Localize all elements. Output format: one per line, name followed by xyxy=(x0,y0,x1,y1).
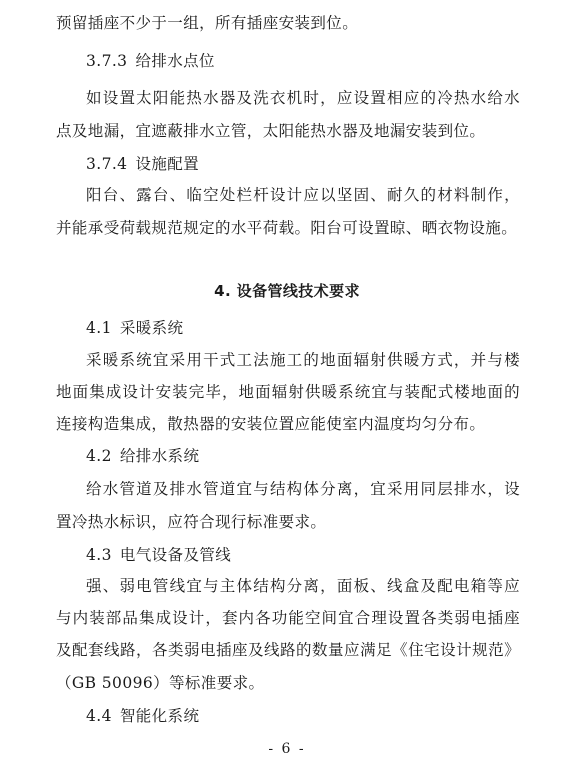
section-heading-4-1 xyxy=(86,317,183,339)
section-title: 设施配置 xyxy=(135,155,200,173)
paragraph-line: 置冷热水标识，应符合现行标准要求。 xyxy=(56,513,327,531)
section-title: 智能化系统 xyxy=(119,707,200,725)
section-heading-4-4 xyxy=(86,705,199,727)
chapter-heading: 4. 设备管线技术要求 xyxy=(214,282,360,300)
section-number: 4.1 xyxy=(86,319,112,337)
paragraph-line: 如设置太阳能热水器及洗衣机时，应设置相应的冷热水给水 xyxy=(86,89,520,107)
paragraph-line: （GB 50096）等标准要求。 xyxy=(56,674,265,692)
section-number: 4.4 xyxy=(86,707,112,725)
section-title: 给排水点位 xyxy=(135,52,215,70)
section-title: 给排水系统 xyxy=(119,447,200,465)
paragraph-line: 阳台、露台、临空处栏杆设计应以坚固、耐久的材料制作， xyxy=(86,186,520,204)
section-heading-3-7-3 xyxy=(86,50,215,72)
page-number: - 6 - xyxy=(268,741,306,757)
section-title: 电气设备及管线 xyxy=(119,546,232,564)
paragraph-line: 连接构造集成，散热器的安装位置应能使室内温度均匀分布。 xyxy=(56,415,486,433)
paragraph-line: 点及地漏，宜遮蔽排水立管，太阳能热水器及地漏安装到位。 xyxy=(56,122,486,140)
section-number: 4.2 xyxy=(86,447,112,465)
section-title: 采暖系统 xyxy=(119,319,184,337)
paragraph-line: 与内装部品集成设计，套内各功能空间宜合理设置各类弱电插座 xyxy=(56,609,520,627)
section-heading-4-3 xyxy=(86,544,231,566)
section-heading-3-7-4 xyxy=(86,153,199,175)
section-heading-4-2 xyxy=(86,445,199,467)
paragraph-line: 预留插座不少于一组，所有插座安装到位。 xyxy=(56,14,359,32)
paragraph-line: 强、弱电管线宜与主体结构分离，面板、线盒及配电箱等应 xyxy=(86,577,520,595)
paragraph-line: 并能承受荷载规范规定的水平荷载。阳台可设置晾、晒衣物设施。 xyxy=(56,219,518,237)
section-number: 3.7.3 xyxy=(86,52,128,70)
paragraph-line: 采暖系统宜采用干式工法施工的地面辐射供暖方式，并与楼 xyxy=(86,351,520,369)
section-number: 4.3 xyxy=(86,546,112,564)
paragraph-line: 地面集成设计安装完毕，地面辐射供暖系统宜与装配式楼地面的 xyxy=(56,383,520,401)
section-number: 3.7.4 xyxy=(86,155,128,173)
paragraph-line: 及配套线路，各类弱电插座及线路的数量应满足《住宅设计规范》 xyxy=(56,641,520,659)
paragraph-line: 给水管道及排水管道宜与结构体分离，宜采用同层排水，设 xyxy=(86,480,520,498)
